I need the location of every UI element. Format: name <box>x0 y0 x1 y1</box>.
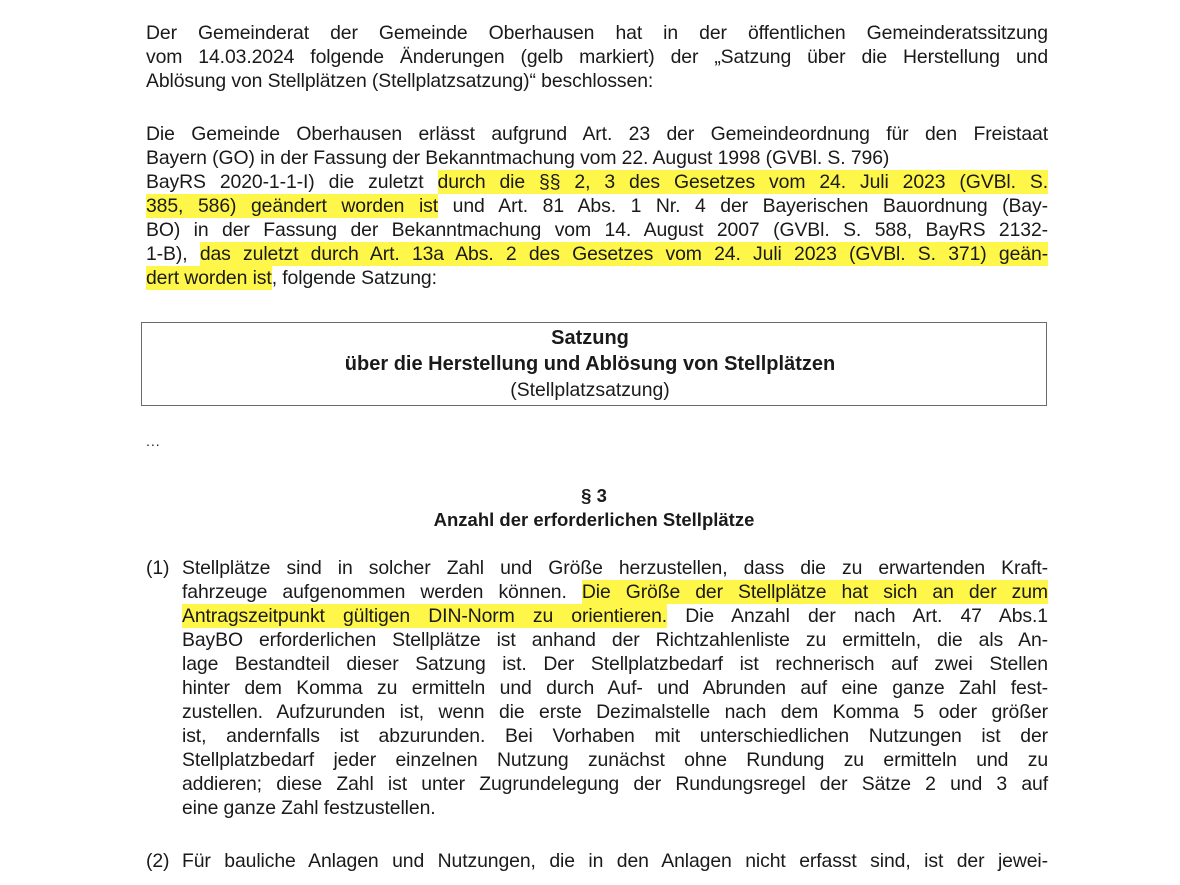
para1-line-11: eine ganze Zahl festzustellen. <box>182 797 436 819</box>
para1-marker: (1) <box>146 557 170 579</box>
para1-line-5: lage Bestandteil dieser Satzung ist. Der Stellplatzbedarf ist rechnerisch auf zwei Stellen <box>182 653 1048 675</box>
section-number: § 3 <box>581 485 607 506</box>
title: Satzung <box>551 327 629 349</box>
highlighted-amendment: Antragszeitpunkt gültigen DIN-Norm zu orientieren. <box>182 605 668 627</box>
para1-line-8: ist, andernfalls ist abzurunden. Bei Vorhaben mit unterschiedlichen Nutzungen ist der <box>182 725 1048 747</box>
highlighted-amendment: dert worden ist <box>146 267 272 289</box>
para1-line-4: BayBO erforderlichen Stellplätze ist anhand der Richtzahlenliste zu ermitteln, die als An- <box>182 629 1048 651</box>
preamble-text: , folgende Satzung: <box>271 267 437 289</box>
section-heading: Anzahl der erforderlichen Stellplätze <box>433 509 755 530</box>
para1-line-10: addieren; diese Zahl ist unter Zugrundelegung der Rundungsregel der Sätze 2 und 3 auf <box>182 773 1048 795</box>
preamble-line-1: Die Gemeinde Oberhausen erlässt aufgrund Art. 23 der Gemeindeordnung für den Freistaat <box>146 123 1048 145</box>
para2-marker: (2) <box>146 850 170 872</box>
preamble-text: 1-B), <box>146 243 200 265</box>
intro-line-1: Der Gemeinderat der Gemeinde Oberhausen hat in der öffentlichen Gemeinderatssitzung <box>146 22 1048 44</box>
para1-line-6: hinter dem Komma zu ermitteln und durch Auf- und Abrunden auf eine ganze Zahl fest- <box>182 677 1048 699</box>
preamble-line-6 <box>146 243 1048 266</box>
preamble-line-7 <box>146 267 437 290</box>
preamble-text: und Art. 81 Abs. 1 Nr. 4 der Bayerischen Bauordnung (Bay- <box>438 195 1048 217</box>
highlighted-amendment: 385, 586) geändert worden ist <box>146 195 439 217</box>
para1-line-7: zustellen. Aufzurunden ist, wenn die erste Dezimalstelle nach dem Komma 5 oder größer <box>182 701 1048 723</box>
preamble-line-4 <box>146 195 1048 218</box>
para1-text: Die Anzahl der nach Art. 47 Abs.1 <box>667 605 1048 627</box>
subtitle: über die Herstellung und Ablösung von Stellplätzen <box>344 353 836 375</box>
para1-line-3 <box>182 605 1048 628</box>
para1-line-1: Stellplätze sind in solcher Zahl und Größe herzustellen, dass die zu erwartenden Kraft- <box>182 557 1048 579</box>
para1-line-9: Stellplatzbedarf jeder einzelnen Nutzung zunächst ohne Rundung zu ermitteln und zu <box>182 749 1048 771</box>
short-title: (Stellplatzsatzung) <box>510 379 670 401</box>
para1-line-2 <box>182 581 1048 604</box>
highlighted-amendment: durch die §§ 2, 3 des Gesetzes vom 24. Juli 2023 (GVBl. S. <box>437 171 1048 193</box>
title-box <box>141 322 1047 406</box>
para2-line-1: Für bauliche Anlagen und Nutzungen, die in den Anlagen nicht erfasst sind, ist der jewei- <box>182 850 1048 872</box>
preamble-line-2: Bayern (GO) in der Fassung der Bekanntmachung vom 22. August 1998 (GVBl. S. 796) <box>146 147 890 169</box>
preamble-line-5: BO) in der Fassung der Bekanntmachung vom 14. August 2007 (GVBl. S. 588, BayRS 2132- <box>146 219 1048 241</box>
preamble-text: BayRS 2020-1-1-I) die zuletzt <box>146 171 438 193</box>
preamble-line-3 <box>146 171 1048 194</box>
ellipsis: ... <box>146 433 161 449</box>
para1-text: fahrzeuge aufgenommen werden können. <box>182 581 582 603</box>
highlighted-amendment: das zuletzt durch Art. 13a Abs. 2 des Gesetzes vom 24. Juli 2023 (GVBl. S. 371) geän- <box>199 243 1048 265</box>
intro-line-2: vom 14.03.2024 folgende Änderungen (gelb markiert) der „Satzung über die Herstellung und <box>146 46 1048 68</box>
intro-line-3: Ablösung von Stellplätzen (Stellplatzsatzung)“ beschlossen: <box>146 70 654 92</box>
highlighted-amendment: Die Größe der Stellplätze hat sich an der zum <box>581 581 1048 603</box>
